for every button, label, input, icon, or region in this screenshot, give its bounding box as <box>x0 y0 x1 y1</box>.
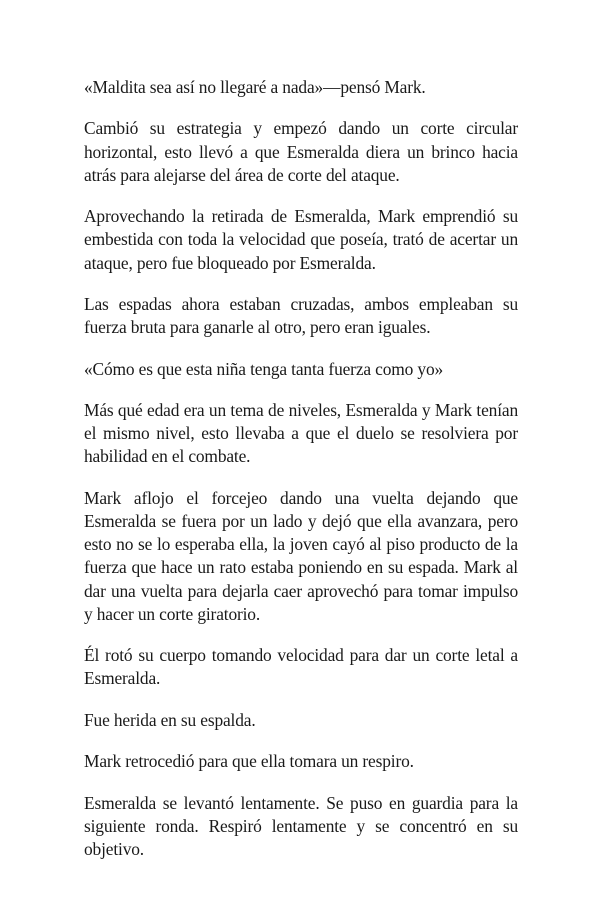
paragraph-7: Mark aflojo el forcejeo dando una vuelta dejando que Esmeralda se fuera por un lado y dejó que ella avanzara, pero esto no se lo esperaba ella, la joven cayó al piso producto de la fuerza que hace un rato estaba poniendo en su espada. Mark al dar una vuelta para dejarla caer aprovechó para tomar impulso y hacer un corte giratorio. <box>84 487 518 624</box>
paragraph-11: Esmeralda se levantó lentamente. Se puso en guardia para la siguiente ronda. Respiró lentamente y se concentró en su objetivo. <box>84 792 518 859</box>
paragraph-1: «Maldita sea así no llegaré a nada»—pensó Mark. <box>84 77 426 97</box>
paragraph-2: Cambió su estrategia y empezó dando un corte circular horizontal, esto llevó a que Esmeralda diera un brinco hacia atrás para alejarse del área de corte del ataque. <box>84 118 518 185</box>
paragraph-3: Aprovechando la retirada de Esmeralda, Mark emprendió su embestida con toda la velocidad que poseía, trató de acertar un ataque, pero fue bloqueado por Esmeralda. <box>84 206 518 273</box>
paragraph-9: Fue herida en su espalda. <box>84 709 256 730</box>
paragraph-5: «Cómo es que esta niña tenga tanta fuerza como yo» <box>84 358 444 379</box>
paragraph-6: Más qué edad era un tema de niveles, Esmeralda y Mark tenían el mismo nivel, esto llevaba a que el duelo se resolviera por habilidad en el combate. <box>84 399 518 467</box>
paragraph-8: Él rotó su cuerpo tomando velocidad para dar un corte letal a Esmeralda. <box>84 645 518 689</box>
paragraph-10: Mark retrocedió para que ella tomara un respiro. <box>84 751 414 772</box>
page-body <box>84 76 518 879</box>
paragraph-4: Las espadas ahora estaban cruzadas, ambos empleaban su fuerza bruta para ganarle al otro, pero eran iguales. <box>84 293 518 338</box>
